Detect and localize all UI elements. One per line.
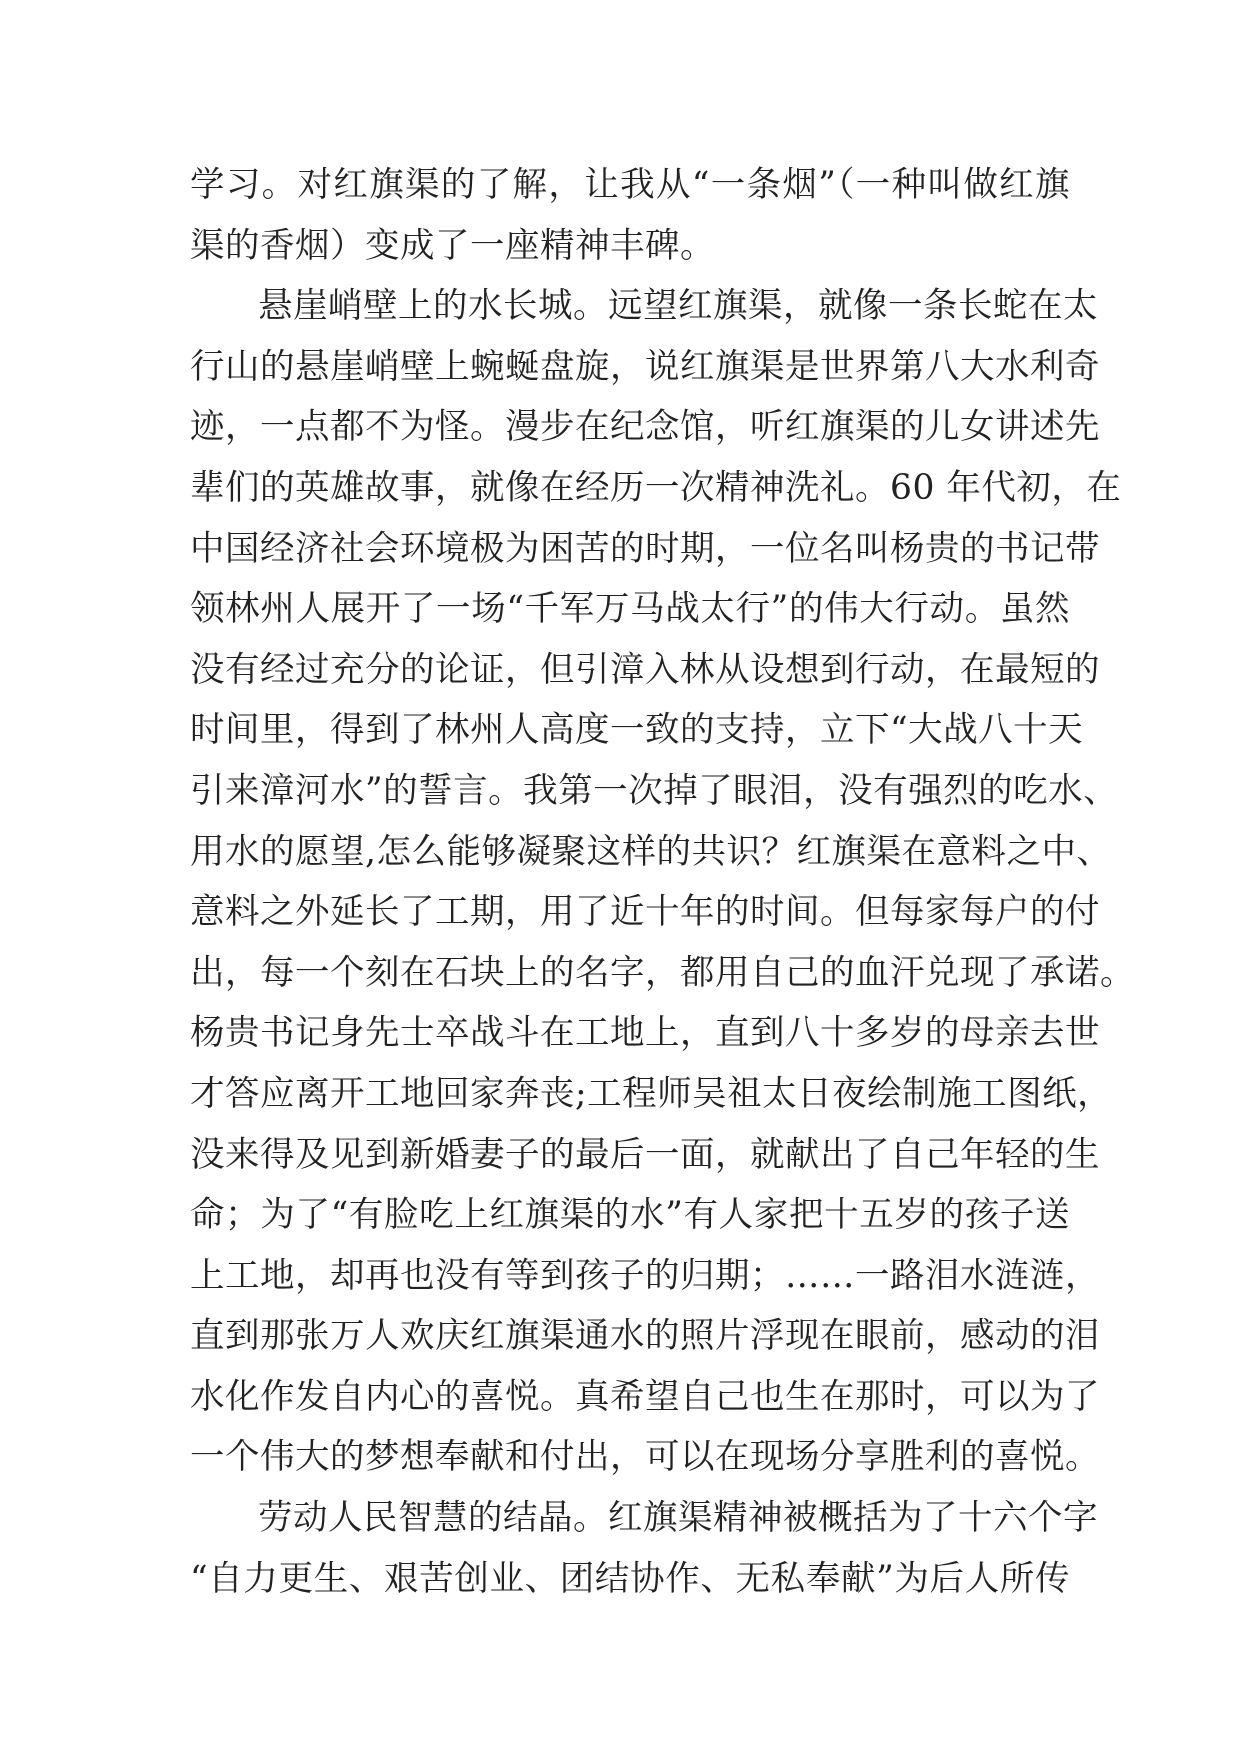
paragraph-heading-line: 悬崖峭壁上的水长城。远望红旗渠，就像一条长蛇在太 xyxy=(258,286,1098,327)
text-line: 用水的愿望,怎么能够凝聚这样的共识？红旗渠在意料之中、 xyxy=(190,831,1112,872)
text-line: 水化作发自内心的喜悦。真希望自己也生在那时，可以为了 xyxy=(190,1376,1100,1417)
text-line: 行山的悬崖峭壁上蜿蜒盘旋，说红旗渠是世界第八大水利奇 xyxy=(190,346,1100,387)
text-line: 领林州人展开了一场“千军万马战太行”的伟大行动。虽然 xyxy=(190,589,1070,630)
text-line: 引来漳河水”的誓言。我第一次掉了眼泪，没有强烈的吃水、 xyxy=(190,770,1119,811)
text-line: “自力更生、艰苦创业、团结协作、无私奉献”为后人所传 xyxy=(190,1558,1070,1599)
text-line: 渠的香烟）变成了一座精神丰碑。 xyxy=(190,225,715,266)
text-line: 没来得及见到新婚妻子的最后一面，就献出了自己年轻的生 xyxy=(190,1134,1100,1175)
text-line: 出，每一个刻在石块上的名字，都用自己的血汗兑现了承诺。 xyxy=(190,952,1135,993)
text-line: 杨贵书记身先士卒战斗在工地上，直到八十多岁的母亲去世 xyxy=(190,1013,1100,1054)
body-text xyxy=(190,155,1135,1609)
text-line: 才答应离开工地回家奔丧;工程师吴祖太日夜绘制施工图纸， xyxy=(190,1073,1113,1114)
text-line: 辈们的英雄故事，就像在经历一次精神洗礼。60 年代初，在 xyxy=(190,467,1122,508)
paragraph-heading-line: 劳动人民智慧的结晶。红旗渠精神被概括为了十六个字 xyxy=(258,1498,1098,1539)
text-line: 一个伟大的梦想奉献和付出，可以在现场分享胜利的喜悦。 xyxy=(190,1437,1100,1478)
text-line: 意料之外延长了工期，用了近十年的时间。但每家每户的付 xyxy=(190,892,1100,933)
text-line: 迹，一点都不为怪。漫步在纪念馆，听红旗渠的儿女讲述先 xyxy=(190,407,1100,448)
text-line: 时间里，得到了林州人高度一致的支持，立下“大战八十天 xyxy=(190,710,1084,751)
text-line: 没有经过充分的论证，但引漳入林从设想到行动，在最短的 xyxy=(190,649,1100,690)
text-line: 上工地，却再也没有等到孩子的归期；……一路泪水涟涟， xyxy=(190,1255,1100,1296)
text-line: 中国经济社会环境极为困苦的时期，一位名叫杨贵的书记带 xyxy=(190,528,1100,569)
text-line: 直到那张万人欢庆红旗渠通水的照片浮现在眼前，感动的泪 xyxy=(190,1316,1100,1357)
text-line: 学习。对红旗渠的了解，让我从“一条烟”（一种叫做红旗 xyxy=(190,165,1070,205)
text-line: 命；为了“有脸吃上红旗渠的水”有人家把十五岁的孩子送 xyxy=(190,1195,1070,1236)
